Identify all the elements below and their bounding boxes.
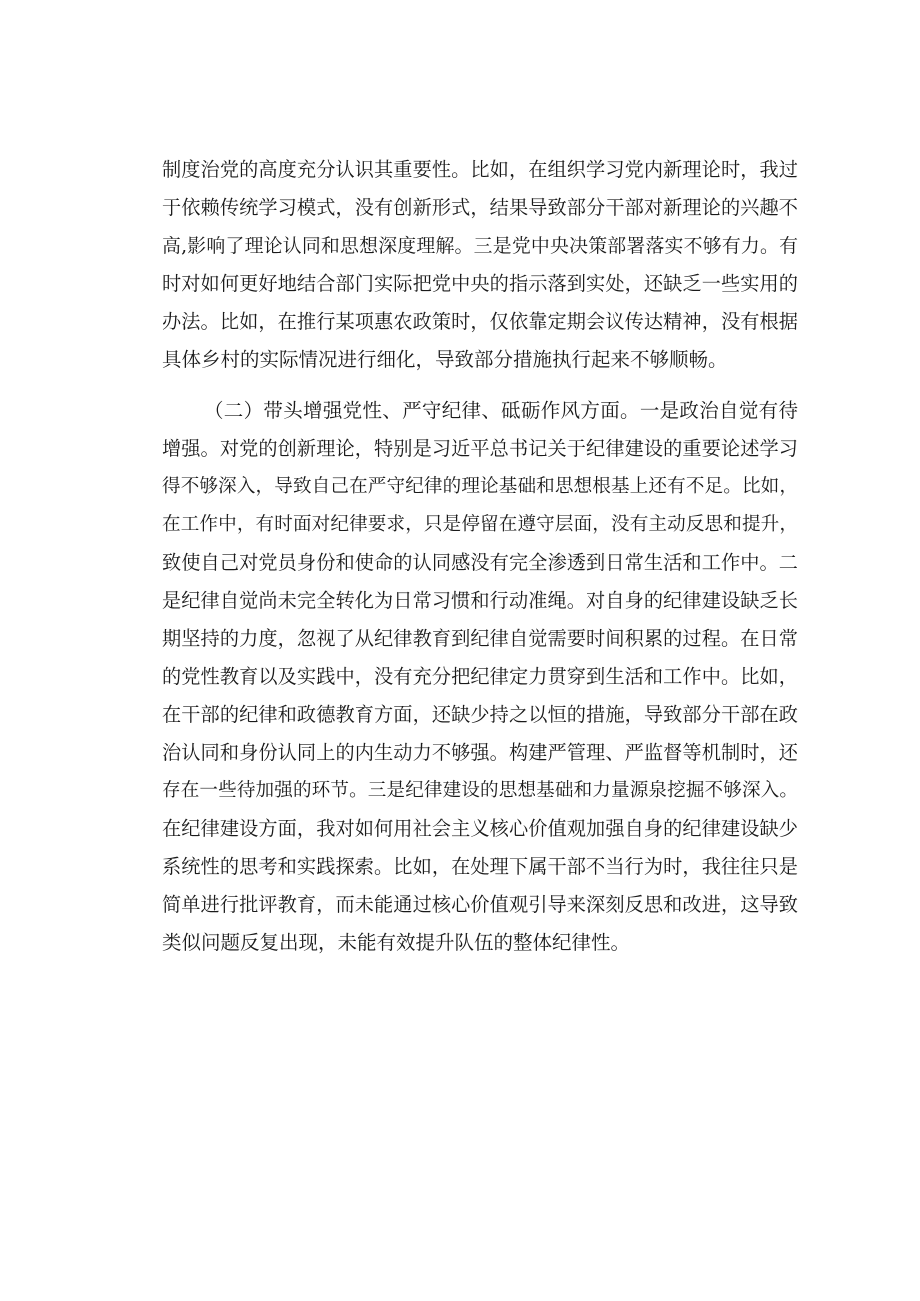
text-line: 系统性的思考和实践探索。比如，在处理下属干部不当行为时，我往往只是 — [162, 855, 798, 878]
text-line: 致使自己对党员身份和使命的认同感没有完全渗透到日常生活和工作中。二 — [162, 551, 798, 574]
text-line: 增强。对党的创新理论，特别是习近平总书记关于纪律建设的重要论述学习 — [162, 437, 798, 460]
text-line: 存在一些待加强的环节。三是纪律建设的思想基础和力量源泉挖掘不够深入。 — [162, 780, 798, 801]
text-line: 在干部的纪律和政德教育方面，还缺少持之以恒的措施，导致部分干部在政 — [162, 703, 798, 726]
text-line: 的党性教育以及实践中，没有充分把纪律定力贯穿到生活和工作中。比如， — [162, 665, 798, 688]
text-line: 于依赖传统学习模式，没有创新形式，结果导致部分干部对新理论的兴趣不 — [162, 196, 798, 219]
text-line: 制度治党的高度充分认识其重要性。比如，在组织学习党内新理论时，我过 — [162, 158, 798, 181]
text-line: 简单进行批评教育，而未能通过核心价值观引导来深刻反思和改进，这导致 — [162, 893, 798, 916]
text-line: 期坚持的力度，忽视了从纪律教育到纪律自觉需要时间积累的过程。在日常 — [162, 627, 798, 650]
text-line: 得不够深入，导致自己在严守纪律的理论基础和思想根基上还有不足。比如， — [162, 476, 798, 497]
text-line: 在纪律建设方面，我对如何用社会主义核心价值观加强自身的纪律建设缺少 — [162, 817, 798, 840]
text-line: 治认同和身份认同上的内生动力不够强。构建严管理、严监督等机制时，还 — [162, 741, 798, 764]
text-line: 在工作中，有时面对纪律要求，只是停留在遵守层面，没有主动反思和提升， — [162, 514, 798, 535]
text-line: 办法。比如，在推行某项惠农政策时，仅依靠定期会议传达精神，没有根据 — [162, 310, 798, 333]
text-line-indented: （二）带头增强党性、严守纪律、砥砺作风方面。一是政治自觉有待 — [204, 399, 798, 422]
text-line: 具体乡村的实际情况进行细化，导致部分措施执行起来不够顺畅。 — [162, 348, 728, 371]
text-line: 是纪律自觉尚未完全转化为日常习惯和行动准绳。对自身的纪律建设缺乏长 — [162, 589, 798, 612]
text-line: 类似问题反复出现，未能有效提升队伍的整体纪律性。 — [162, 931, 631, 954]
text-line: 高,影响了理论认同和思想深度理解。三是党中央决策部署落实不够有力。有 — [162, 235, 798, 257]
text-line: 时对如何更好地结合部门实际把党中央的指示落到实处，还缺乏一些实用的 — [162, 272, 798, 295]
